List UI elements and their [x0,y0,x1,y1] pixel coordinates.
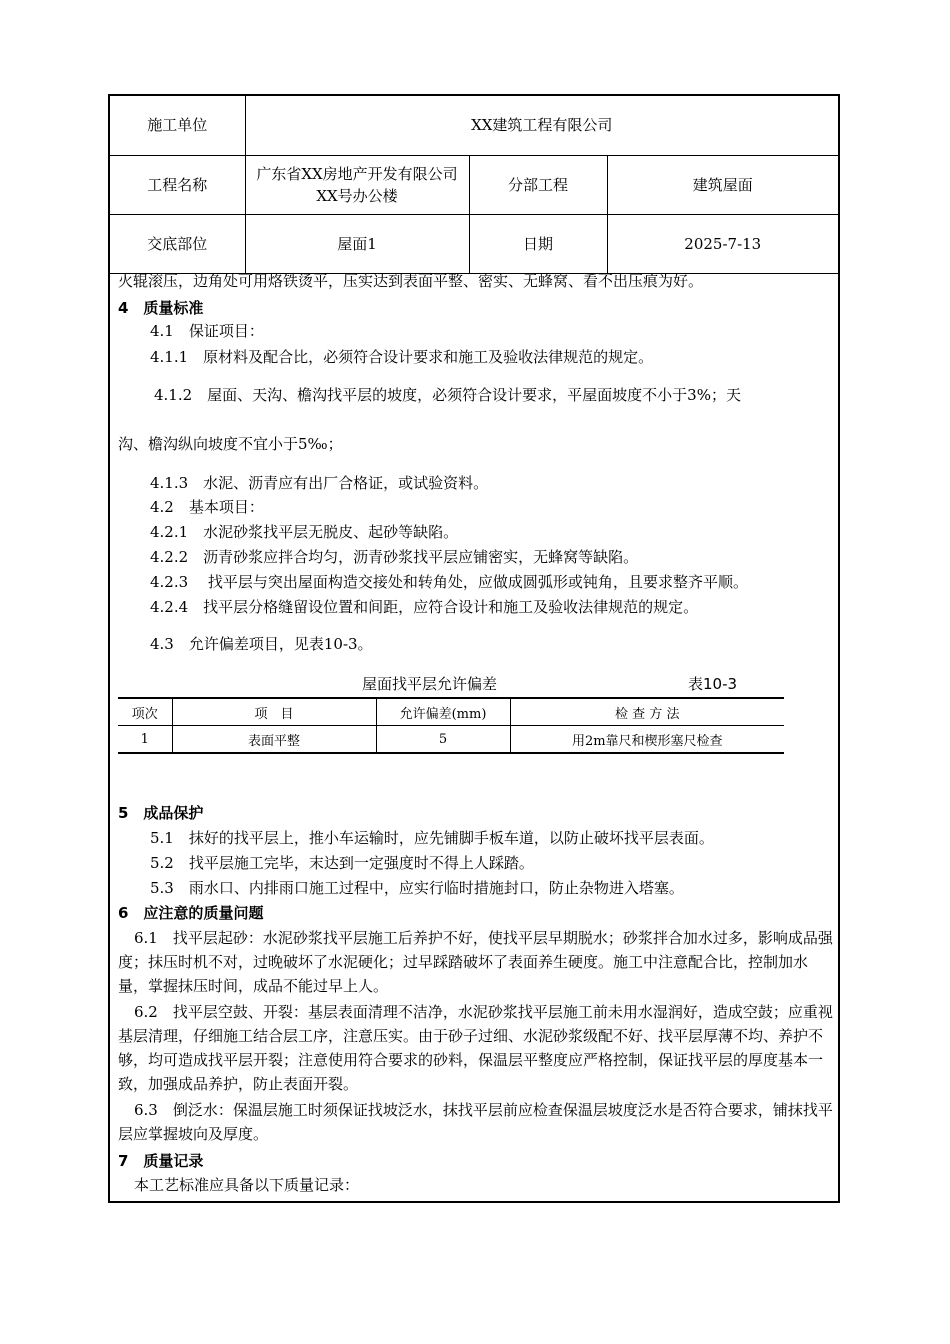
clause-4-2-4: 4.2.4 找平层分格缝留设位置和间距，应符合设计和施工及验收法律规范的规定。 [150,598,699,616]
clause-7-intro: 本工艺标准应具备以下质量记录： [134,1176,360,1194]
clause-5-2: 5.2 找平层施工完毕，末达到一定强度时不得上人踩踏。 [150,854,534,872]
clause-4-1-1: 4.1.1 原材料及配合比，必须符合设计要求和施工及验收法律规范的规定。 [150,348,654,366]
header-item: 项 目 [172,698,376,726]
clause-4-1-2-line2: 沟、檐沟纵向坡度不宜小于5‰； [118,435,343,453]
section-6-title: 6 应注意的质量问题 [118,904,264,922]
division-label: 分部工程 [469,155,607,214]
intro-line: 火辊滚压，边角处可用烙铁烫平，压实达到表面平整、密实、无蜂窝、看不出压痕为好。 [118,272,704,290]
table-row [118,726,784,754]
project-value: 广东省XX房地产开发有限公司XX号办公楼 [245,155,469,214]
clause-5-3: 5.3 雨水口、内排雨口施工过程中，应实行临时措施封口，防止杂物进入塔塞。 [150,879,684,897]
section-7-title: 7 质量记录 [118,1152,204,1170]
clause-6-2: 6.2 找平层空鼓、开裂：基层表面清理不洁净，水泥砂浆找平层施工前未用水湿润好，造成空鼓；应重视基层清理，仔细施工结合层工序，注意压实。由于砂子过细、水泥砂浆级配不好、找平层厚薄不均、养护不够，均可造成找平层开裂；注意使用符合要求的砂料，保温层平整度应严格控制，保证找平层的厚度基本一致，加强成品养护，防止表面开裂。 [118,1003,833,1093]
date-label: 日期 [469,214,607,273]
project-label: 工程名称 [110,155,245,214]
clause-4-2: 4.2 基本项目： [150,498,264,516]
clause-4-2-3: 4.2.3 找平层与突出屋面构造交接处和转角处，应做成圆弧形或钝角，且要求整齐平顺。 [150,573,748,591]
header-table [110,96,838,274]
header-row-unit [110,96,838,155]
deviation-table-number: 表10-3 [688,675,738,693]
clause-6-1: 6.1 找平层起砂：水泥砂浆找平层施工后养护不好，使找平层早期脱水；砂浆拌合加水过多，影响成品强度；抹压时机不对，过晚破坏了水泥硬化；过早踩踏破坏了表面养生硬度。施工中注意配合比，控制加水量，掌握抹压时间，成品不能过早上人。 [118,929,833,995]
division-value: 建筑屋面 [607,155,838,214]
header-method: 检 查 方 法 [510,698,784,726]
clause-4-2-1: 4.2.1 水泥砂浆找平层无脱皮、起砂等缺陷。 [150,523,459,541]
clause-6-3: 6.3 倒泛水：保温层施工时须保证找坡泛水，抹找平层前应检查保温层坡度泛水是否符合要求，铺抹找平层应掌握坡向及厚度。 [118,1101,833,1143]
section-5-title: 5 成品保护 [118,804,204,822]
clause-5-1: 5.1 抹好的找平层上，推小车运输时，应先铺脚手板车道，以防止破坏找平层表面。 [150,829,714,847]
header-row-part [110,214,838,273]
header-deviation: 允许偏差(mm) [376,698,510,726]
unit-label: 施工单位 [110,96,245,155]
date-value: 2025-7-13 [607,214,838,273]
deviation-table-header [118,698,784,726]
header-item-no: 项次 [118,698,172,726]
clause-4-1-2-line1: 4.1.2 屋面、天沟、檐沟找平层的坡度，必须符合设计要求，平屋面坡度不小于3%；天 [154,386,741,404]
cell-item-no: 1 [118,726,172,754]
section-4-title: 4 质量标准 [118,299,204,317]
part-value: 屋面1 [245,214,469,273]
deviation-table [118,697,784,754]
part-label: 交底部位 [110,214,245,273]
header-row-project [110,155,838,214]
deviation-table-title: 屋面找平层允许偏差 [362,675,498,693]
clause-4-1: 4.1 保证项目： [150,322,264,340]
cell-deviation: 5 [376,726,510,754]
cell-method: 用2m靠尺和楔形塞尺检查 [510,726,784,754]
cell-item: 表面平整 [172,726,376,754]
clause-4-2-2: 4.2.2 沥青砂浆应拌合均匀，沥青砂浆找平层应铺密实，无蜂窝等缺陷。 [150,548,639,566]
unit-value: XX建筑工程有限公司 [245,96,838,155]
clause-4-3: 4.3 允许偏差项目，见表10-3。 [150,635,373,653]
clause-4-1-3: 4.1.3 水泥、沥青应有出厂合格证，或试验资料。 [150,474,489,492]
